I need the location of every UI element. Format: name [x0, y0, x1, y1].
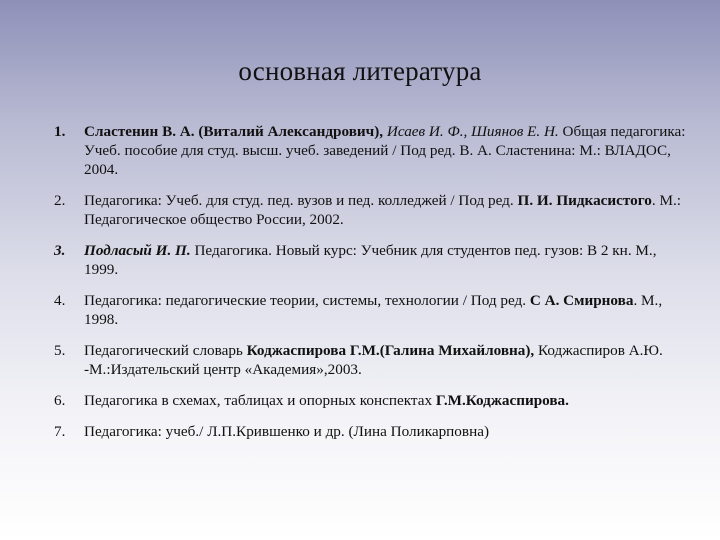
item-author-bold: Коджаспирова Г.М.(Галина Михайловна),	[246, 342, 535, 359]
item-text: Общая педагогика: Учеб. пособие для студ. высш. учеб. заведений / Под ред. В. А. Сластенина: М.: ВЛАДОС, 2004.	[84, 123, 686, 178]
item-number: 4.	[54, 292, 66, 309]
item-number: 3.	[54, 242, 66, 259]
slide-title: основная литература	[238, 56, 482, 86]
list-item-6	[54, 391, 694, 410]
item-editor-bold: С А. Смирнова	[529, 292, 634, 309]
list-item-1	[54, 122, 694, 179]
item-text: Педагогика: педагогические теории, системы, технологии / Под ред.	[84, 292, 530, 309]
item-authors-italic: Исаев И. Ф., Шиянов Е. Н.	[383, 123, 559, 140]
item-author-bold: Г.М.Коджаспирова.	[435, 392, 569, 409]
list-item-3	[54, 241, 694, 279]
item-text: Педагогика: Учеб. для студ. пед. вузов и пед. колледжей / Под ред.	[84, 192, 518, 209]
item-editor-bold: П. И. Пидкасистого	[517, 192, 652, 209]
item-text: Педагогика. Новый курс: Учебник для студентов пед. гузов: В 2 кн. М., 1999.	[84, 242, 657, 278]
item-number: 5.	[54, 342, 66, 359]
item-author-bold: Сластенин В. А. (Виталий Александрович),	[84, 123, 384, 140]
item-number: 1.	[54, 123, 66, 140]
item-number: 6.	[54, 392, 66, 409]
item-text: Педагогика в схемах, таблицах и опорных конспектах	[84, 392, 436, 409]
item-tail: Коджаспиров А.Ю. -М.:Издательский центр «Академия»,2003.	[84, 342, 663, 378]
item-number: 7.	[54, 423, 66, 440]
literature-list	[54, 122, 694, 453]
list-item-4	[54, 291, 694, 329]
item-tail: . М.: Педагогическое общество России, 2002.	[84, 192, 681, 228]
item-tail: . М., 1998.	[84, 292, 663, 328]
item-number: 2.	[54, 192, 66, 209]
item-text: Педагогика: учеб./ Л.П.Крившенко и др. (Лина Поликарповна)	[84, 423, 490, 440]
list-item-5	[54, 341, 694, 379]
list-item-7	[54, 422, 694, 441]
list-item-2	[54, 191, 694, 229]
item-text: Педагогический словарь	[84, 342, 247, 359]
item-author-bold-italic: Подласый И. П.	[84, 242, 191, 259]
